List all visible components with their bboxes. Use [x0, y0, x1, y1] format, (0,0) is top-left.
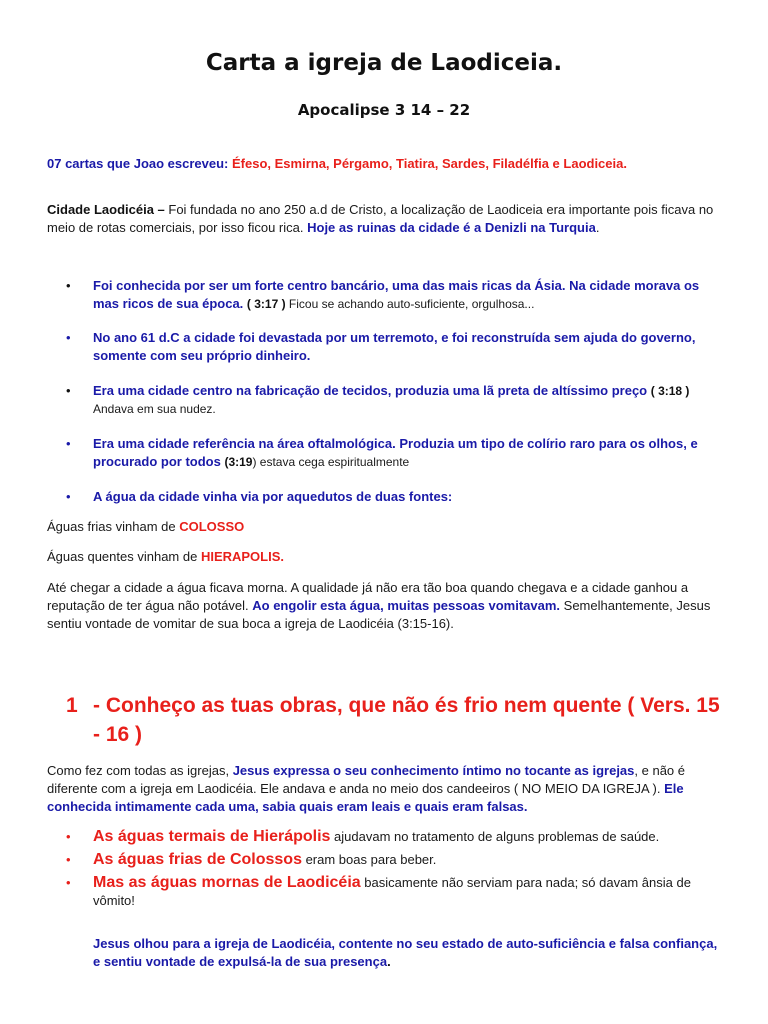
- water-source-main: Mas as águas mornas de Laodicéia: [93, 874, 361, 891]
- section-text-1: Como fez com todas as igrejas,: [47, 763, 233, 778]
- fact-main: A água da cidade vinha via por aquedutos de duas fontes:: [93, 489, 453, 504]
- water-source-main: As águas frias de Colossos: [93, 851, 302, 868]
- water-source-main: As águas termais de Hierápolis: [93, 828, 331, 845]
- city-highlight: Hoje as ruinas da cidade é a Denizli na Turquia: [307, 220, 596, 235]
- bullet-icon: •: [66, 278, 71, 293]
- facts-list: [66, 277, 726, 313]
- water-source-rest: basicamente não serviam para nada; só davam ânsia de vômito!: [93, 875, 691, 908]
- bullet-icon: •: [66, 330, 71, 345]
- fact-note: Ficou se achando auto-suficiente, orgulhosa...: [285, 297, 535, 311]
- cold-water-city: COLOSSO: [179, 519, 245, 534]
- section-paragraph: [47, 762, 723, 816]
- conclusion: [93, 935, 723, 971]
- conclusion-end: .: [387, 954, 391, 969]
- list-item: [66, 851, 726, 874]
- cold-water-prefix: Águas frias vinham de: [47, 519, 180, 534]
- waters-list: [66, 828, 726, 910]
- hot-water-prefix: Águas quentes vinham de: [47, 549, 201, 564]
- fact-main: No ano 61 d.C a cidade foi devastada por um terremoto, e foi reconstruída sem ajuda do governo, somente com seu próprio dinheiro.: [93, 330, 696, 363]
- section-heading-text: - Conheço as tuas obras, que não és frio nem quente ( Vers. 15 - 16 ): [93, 694, 720, 746]
- fact-note: ) estava cega espiritualmente: [252, 455, 410, 469]
- section-highlight-2: Ele conhecida intimamente cada uma, sabia quais eram leais e quais eram falsas.: [47, 781, 684, 814]
- facts-list: [66, 382, 726, 418]
- bullet-icon: •: [66, 436, 71, 451]
- fact-ref: (3:19: [224, 455, 253, 469]
- fact-note: Andava em sua nudez.: [93, 402, 216, 416]
- hot-water-city: HIERAPOLIS.: [200, 549, 285, 564]
- facts-list: [66, 488, 726, 506]
- fact-main: Foi conhecida por ser um forte centro bancário, uma das mais ricas da Ásia. Na cidade morava os mas ricos de sua época.: [93, 278, 700, 311]
- fact-main: Era uma cidade centro na fabricação de tecidos, produzia uma lã preta de altíssimo preço: [93, 383, 651, 398]
- bullet-icon: •: [66, 829, 71, 844]
- page-title: Carta a igreja de Laodiceia.: [205, 50, 563, 76]
- list-item: [66, 874, 726, 910]
- bullet-icon: •: [66, 489, 71, 504]
- section-highlight-1: Jesus expressa o seu conhecimento íntimo no tocante as igrejas: [232, 763, 635, 778]
- list-item: [66, 435, 726, 471]
- cold-water-line: [47, 518, 723, 536]
- city-text: Foi fundada no ano 250 a.d de Cristo, a localização de Laodiceia era importante pois ficava no meio de rotas comerciais, por isso ficou rica.: [47, 202, 714, 235]
- city-end: .: [595, 220, 600, 235]
- water-text: Até chegar a cidade a água ficava morna. A qualidade já não era tão boa quando chegava e a cidade ganhou a reputação de ter água não potável.: [47, 580, 689, 613]
- section-text-2: , e não é diferente com a igreja em Laodicéia. Ele andava e anda no meio dos candeeiros ( NO MEIO DA IGREJA ).: [47, 763, 686, 796]
- intro-label: 07 cartas que Joao escreveu:: [47, 156, 232, 171]
- section-number: 1: [66, 694, 78, 717]
- water-source-rest: eram boas para beber.: [301, 852, 437, 867]
- water-highlight: Ao engolir esta água, muitas pessoas vomitavam.: [252, 598, 561, 613]
- fact-main: Era uma cidade referência na área oftalmológica. Produzia um tipo de colírio raro para os olhos, e procurado por todos: [93, 436, 698, 469]
- list-item: [66, 382, 726, 418]
- list-item: [66, 828, 726, 851]
- section-heading: [66, 691, 726, 749]
- water-source-rest: ajudavam no tratamento de alguns problemas de saúde.: [330, 829, 660, 844]
- fact-ref: ( 3:17 ): [246, 297, 286, 311]
- water-end: Semelhantemente, Jesus sentiu vontade de vomitar de sua boca a igreja de Laodicéia (3:15-16).: [47, 598, 711, 631]
- hot-water-line: [47, 548, 723, 566]
- list-item: [66, 488, 726, 506]
- city-label: Cidade Laodicéia –: [47, 202, 169, 217]
- facts-list: [66, 435, 726, 471]
- facts-list: [66, 329, 726, 365]
- page-subtitle: Apocalipse 3 14 – 22: [297, 101, 471, 119]
- list-item: [66, 277, 726, 313]
- conclusion-text: Jesus olhou para a igreja de Laodicéia, contente no seu estado de auto-suficiência e falsa confiança, e sentiu vontade de expulsá-la de sua presença: [93, 936, 718, 969]
- bullet-icon: •: [66, 383, 71, 398]
- intro-line: [47, 155, 723, 173]
- bullet-icon: •: [66, 852, 71, 867]
- water-paragraph: [47, 579, 723, 633]
- fact-ref: ( 3:18 ): [650, 384, 690, 398]
- city-paragraph: [47, 201, 723, 237]
- intro-cities: Éfeso, Esmirna, Pérgamo, Tiatira, Sardes, Filadélfia e Laodiceia.: [232, 156, 627, 171]
- list-item: [66, 329, 726, 365]
- bullet-icon: •: [66, 875, 71, 890]
